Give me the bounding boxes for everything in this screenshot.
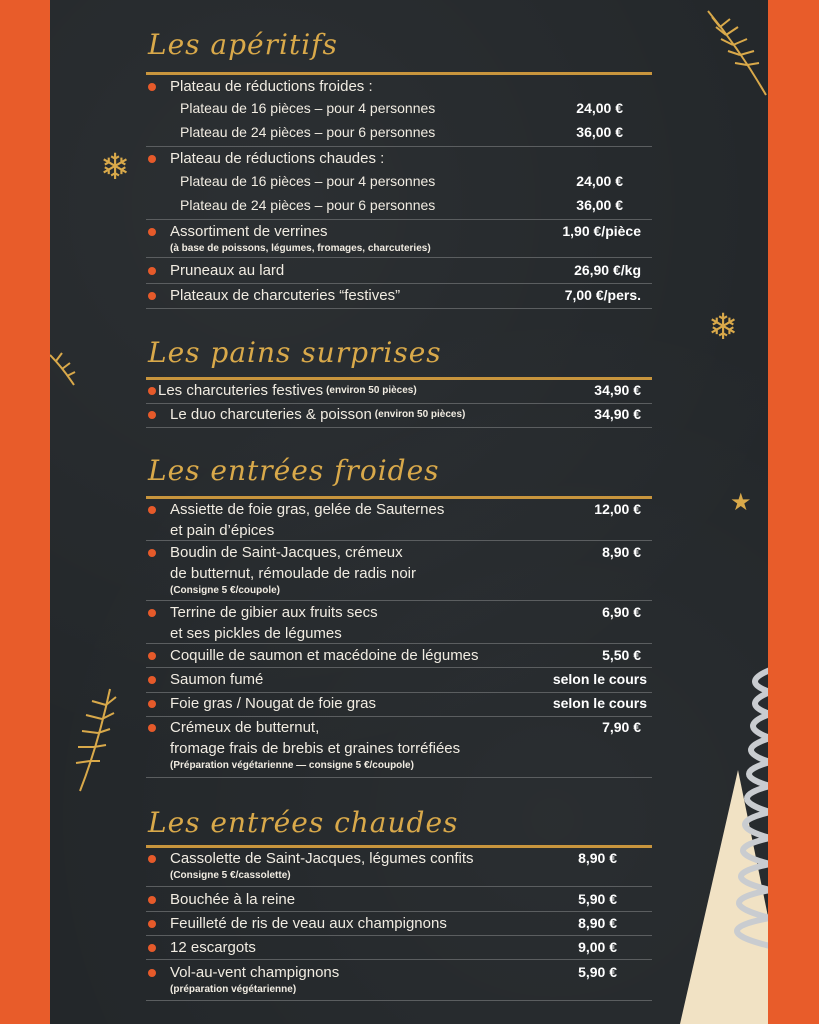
bullet (148, 292, 156, 300)
item-price: 36,00 € (576, 124, 623, 140)
snowflake-icon: ❄ (708, 306, 739, 347)
item-price: 1,90 €/pièce (562, 223, 641, 239)
bullet (148, 724, 156, 732)
item-label: Foie gras / Nougat de foie gras (170, 695, 376, 712)
separator (146, 911, 652, 912)
section-title-entrees-chaudes: Les entrées chaudes (148, 806, 459, 839)
list-subitem (180, 171, 653, 191)
bullet (148, 609, 156, 617)
item-price: 8,90 € (578, 850, 617, 866)
item-price: 8,90 € (578, 915, 617, 931)
separator (146, 667, 652, 668)
item-price: selon le cours (552, 671, 647, 687)
separator (146, 600, 652, 601)
bullet (148, 506, 156, 514)
item-label: Coquille de saumon et macédoine de légumes (170, 647, 479, 664)
snowflake-icon: ❄ (100, 146, 131, 187)
item-label (170, 404, 465, 425)
item-label-line: Terrine de gibier aux fruits secs (170, 604, 378, 621)
separator (146, 283, 652, 284)
item-label: Plateau de réductions froides : (170, 78, 373, 95)
bullet (148, 155, 156, 163)
item-label (170, 542, 416, 597)
item-label (170, 717, 460, 772)
item-label-text: Assortiment de verrines (170, 223, 328, 240)
item-price: 7,00 €/pers. (564, 287, 641, 303)
item-note: (à base de poissons, légumes, fromages, charcuteries) (170, 243, 431, 254)
separator (146, 959, 652, 960)
separator (146, 146, 652, 147)
separator (146, 540, 652, 541)
bullet (148, 549, 156, 557)
separator (146, 219, 652, 220)
fir-branch-icon (700, 5, 768, 100)
bullet (148, 267, 156, 275)
item-note: (environ 50 pièces) (374, 409, 466, 420)
bullet (148, 855, 156, 863)
item-label: Plateau de réductions chaudes : (170, 150, 385, 167)
item-label: Plateau de 16 pièces – pour 4 personnes (180, 100, 436, 116)
item-label: 12 escargots (170, 939, 256, 956)
separator (146, 935, 652, 936)
item-price: 12,00 € (594, 501, 641, 517)
item-label-line: fromage frais de brebis et graines torréfiées (170, 740, 461, 757)
list-subitem (180, 122, 653, 142)
item-note: (préparation végétarienne) (170, 984, 297, 995)
bullet (148, 676, 156, 684)
separator (146, 257, 652, 258)
item-label (170, 602, 378, 644)
bullet (148, 228, 156, 236)
item-price: 34,90 € (594, 406, 641, 422)
item-label: Bouchée à la reine (170, 891, 296, 908)
item-price: 5,50 € (602, 647, 641, 663)
bullet (148, 411, 156, 419)
item-label-text: Vol-au-vent champignons (170, 964, 340, 981)
item-label (170, 221, 431, 255)
bullet (148, 83, 156, 91)
bullet (148, 387, 156, 395)
bullet (148, 700, 156, 708)
item-price: 36,00 € (576, 197, 623, 213)
item-label-line: Assiette de foie gras, gelée de Sauternes (170, 501, 445, 518)
item-label-text: Le duo charcuteries & poisson (170, 406, 372, 423)
star-icon: ★ (730, 489, 752, 516)
bullet (148, 969, 156, 977)
list-subitem (180, 98, 653, 118)
bullet (148, 944, 156, 952)
item-label: Plateaux de charcuteries “festives” (170, 287, 401, 304)
christmas-tree-icon (650, 640, 768, 1024)
bullet (148, 896, 156, 904)
section-title-entrees-froides: Les entrées froides (148, 454, 440, 487)
item-price: 24,00 € (576, 173, 623, 189)
item-price: 9,00 € (578, 939, 617, 955)
item-label-line: Crémeux de butternut, (170, 719, 320, 736)
section-title-aperitifs: Les apéritifs (148, 28, 338, 61)
item-price: 34,90 € (594, 382, 641, 398)
list-subitem (180, 195, 653, 215)
item-label: Saumon fumé (170, 671, 264, 688)
item-price: 24,00 € (576, 100, 623, 116)
item-label-text: Les charcuteries festives (158, 382, 324, 399)
item-label (170, 848, 474, 882)
bullet (148, 920, 156, 928)
item-label (170, 499, 444, 541)
item-price: 7,90 € (602, 719, 641, 735)
item-label: Pruneaux au lard (170, 262, 285, 279)
item-label: Plateau de 24 pièces – pour 6 personnes (180, 124, 436, 140)
bullet (148, 652, 156, 660)
section-rule (146, 72, 652, 75)
fir-branch-icon (50, 345, 76, 389)
fir-branch-icon (70, 685, 120, 795)
item-price: selon le cours (552, 695, 647, 711)
item-label-text: Cassolette de Saint-Jacques, légumes confits (170, 850, 474, 867)
item-label-line: Boudin de Saint-Jacques, crémeux (170, 544, 403, 561)
item-label: Plateau de 16 pièces – pour 4 personnes (180, 173, 436, 189)
item-label (158, 380, 417, 401)
separator (146, 1000, 652, 1001)
item-label-line: et ses pickles de légumes (170, 625, 342, 642)
item-label (170, 962, 339, 996)
item-label: Plateau de 24 pièces – pour 6 personnes (180, 197, 436, 213)
item-label-line: de butternut, rémoulade de radis noir (170, 565, 416, 582)
item-note: (Consigne 5 €/coupole) (170, 585, 281, 596)
separator (146, 777, 652, 778)
item-label-line: et pain d’épices (170, 522, 275, 539)
separator (146, 886, 652, 887)
separator (146, 308, 652, 309)
item-price: 6,90 € (602, 604, 641, 620)
item-note: (environ 50 pièces) (326, 385, 417, 396)
separator (146, 427, 652, 428)
separator (146, 643, 652, 644)
item-price: 26,90 €/kg (574, 262, 641, 278)
item-price: 5,90 € (578, 964, 617, 980)
item-label: Feuilleté de ris de veau aux champignons (170, 915, 447, 932)
item-price: 5,90 € (578, 891, 617, 907)
item-note: (Préparation végétarienne — consigne 5 €/coupole) (170, 760, 414, 771)
item-note: (Consigne 5 €/cassolette) (170, 870, 291, 881)
section-title-pains-surprises: Les pains surprises (148, 336, 442, 369)
item-price: 8,90 € (602, 544, 641, 560)
